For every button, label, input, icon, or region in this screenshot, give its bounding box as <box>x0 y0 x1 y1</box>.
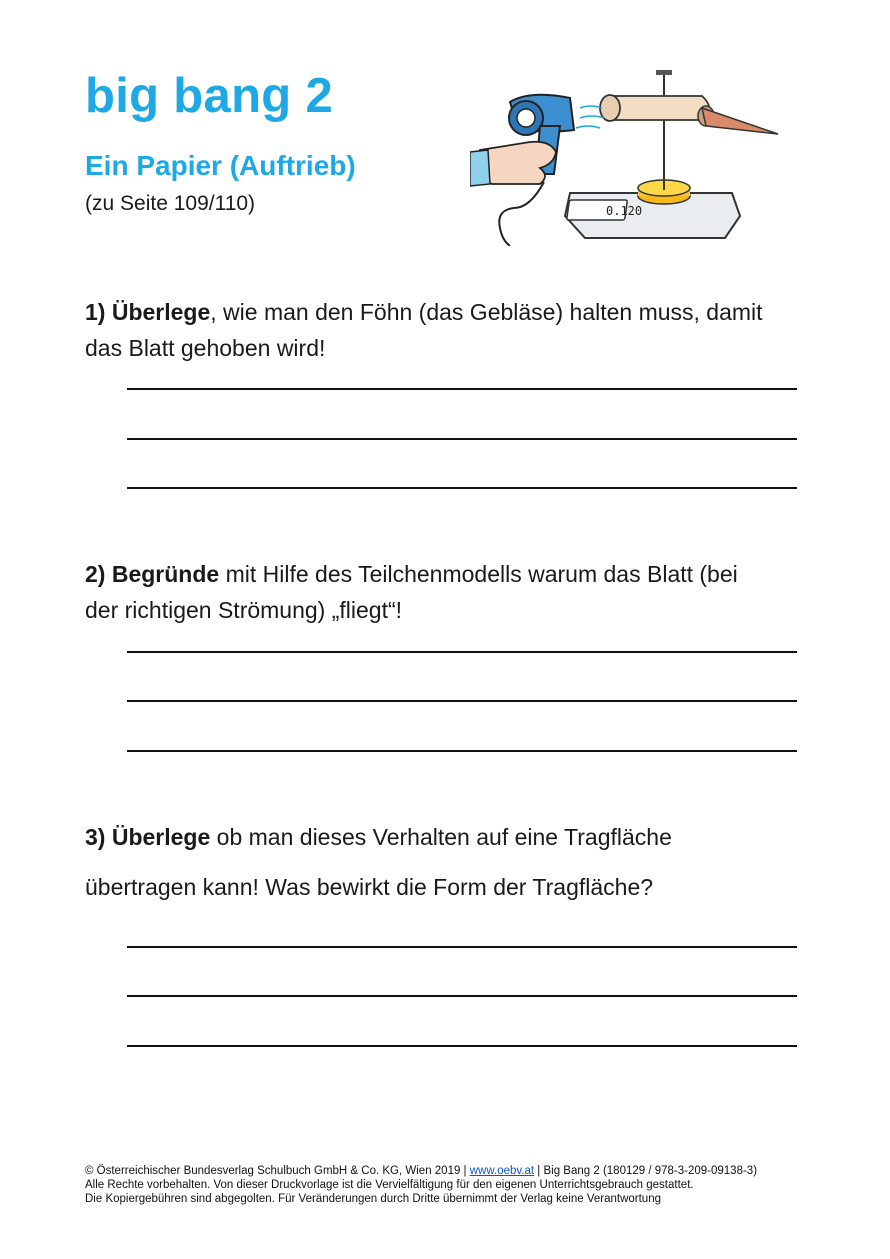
worksheet-subtitle: Ein Papier (Auftrieb) <box>85 150 356 181</box>
answer-line[interactable] <box>127 1045 797 1047</box>
question-1-verb: Überlege <box>111 299 211 325</box>
question-3-text-line1: ob man dieses Verhalten auf eine Tragfläche <box>210 824 672 850</box>
footer-publisher: © Österreichischer Bundesverlag Schulbuch GmbH & Co. KG, Wien 2019 | <box>85 1165 470 1177</box>
scale-readout: 0.120 <box>606 204 643 218</box>
answer-line[interactable] <box>127 388 797 390</box>
answer-line[interactable] <box>127 651 797 653</box>
question-1 <box>85 294 815 366</box>
question-3-number: 3) <box>85 824 106 850</box>
question-3-verb: Überlege <box>111 824 211 850</box>
worksheet-title: big bang 2 <box>85 69 333 123</box>
answer-line[interactable] <box>127 438 797 440</box>
answer-line[interactable] <box>127 487 797 489</box>
hair-dryer-paper-scale-icon <box>470 68 782 246</box>
question-2-text-line1: mit Hilfe des Teilchenmodells warum das Blatt (bei <box>219 561 738 587</box>
publisher-link[interactable]: www.oebv.at <box>469 1165 535 1177</box>
question-1-text-line2: das Blatt gehoben wird! <box>85 335 326 361</box>
question-1-number: 1) <box>85 299 106 325</box>
question-2-number: 2) <box>85 561 106 587</box>
copyright-footer <box>85 1164 757 1206</box>
question-2 <box>85 556 815 628</box>
question-2-text-line2: der richtigen Strömung) „fliegt“! <box>85 597 403 623</box>
answer-line[interactable] <box>127 700 797 702</box>
page-reference: (zu Seite 109/110) <box>85 192 256 215</box>
footer-rights: Alle Rechte vorbehalten. Von dieser Druckvorlage ist die Vervielfältigung für den eigenen Unterrichtsgebrauch gestattet. <box>85 1179 694 1191</box>
question-1-text-line1: , wie man den Föhn (das Gebläse) halten muss, damit <box>210 299 763 325</box>
question-2-verb: Begründe <box>111 561 220 587</box>
answer-line[interactable] <box>127 750 797 752</box>
footer-book-id: | Big Bang 2 (180129 / 978-3-209-09138-3) <box>534 1165 758 1177</box>
answer-line[interactable] <box>127 995 797 997</box>
question-3-text-line2: übertragen kann! Was bewirkt die Form der Tragfläche? <box>85 874 654 900</box>
footer-fees: Die Kopiergebühren sind abgegolten. Für Veränderungen durch Dritte übernimmt der Verlag keine Verantwortung <box>85 1193 661 1205</box>
answer-line[interactable] <box>127 946 797 948</box>
question-3 <box>85 812 815 912</box>
